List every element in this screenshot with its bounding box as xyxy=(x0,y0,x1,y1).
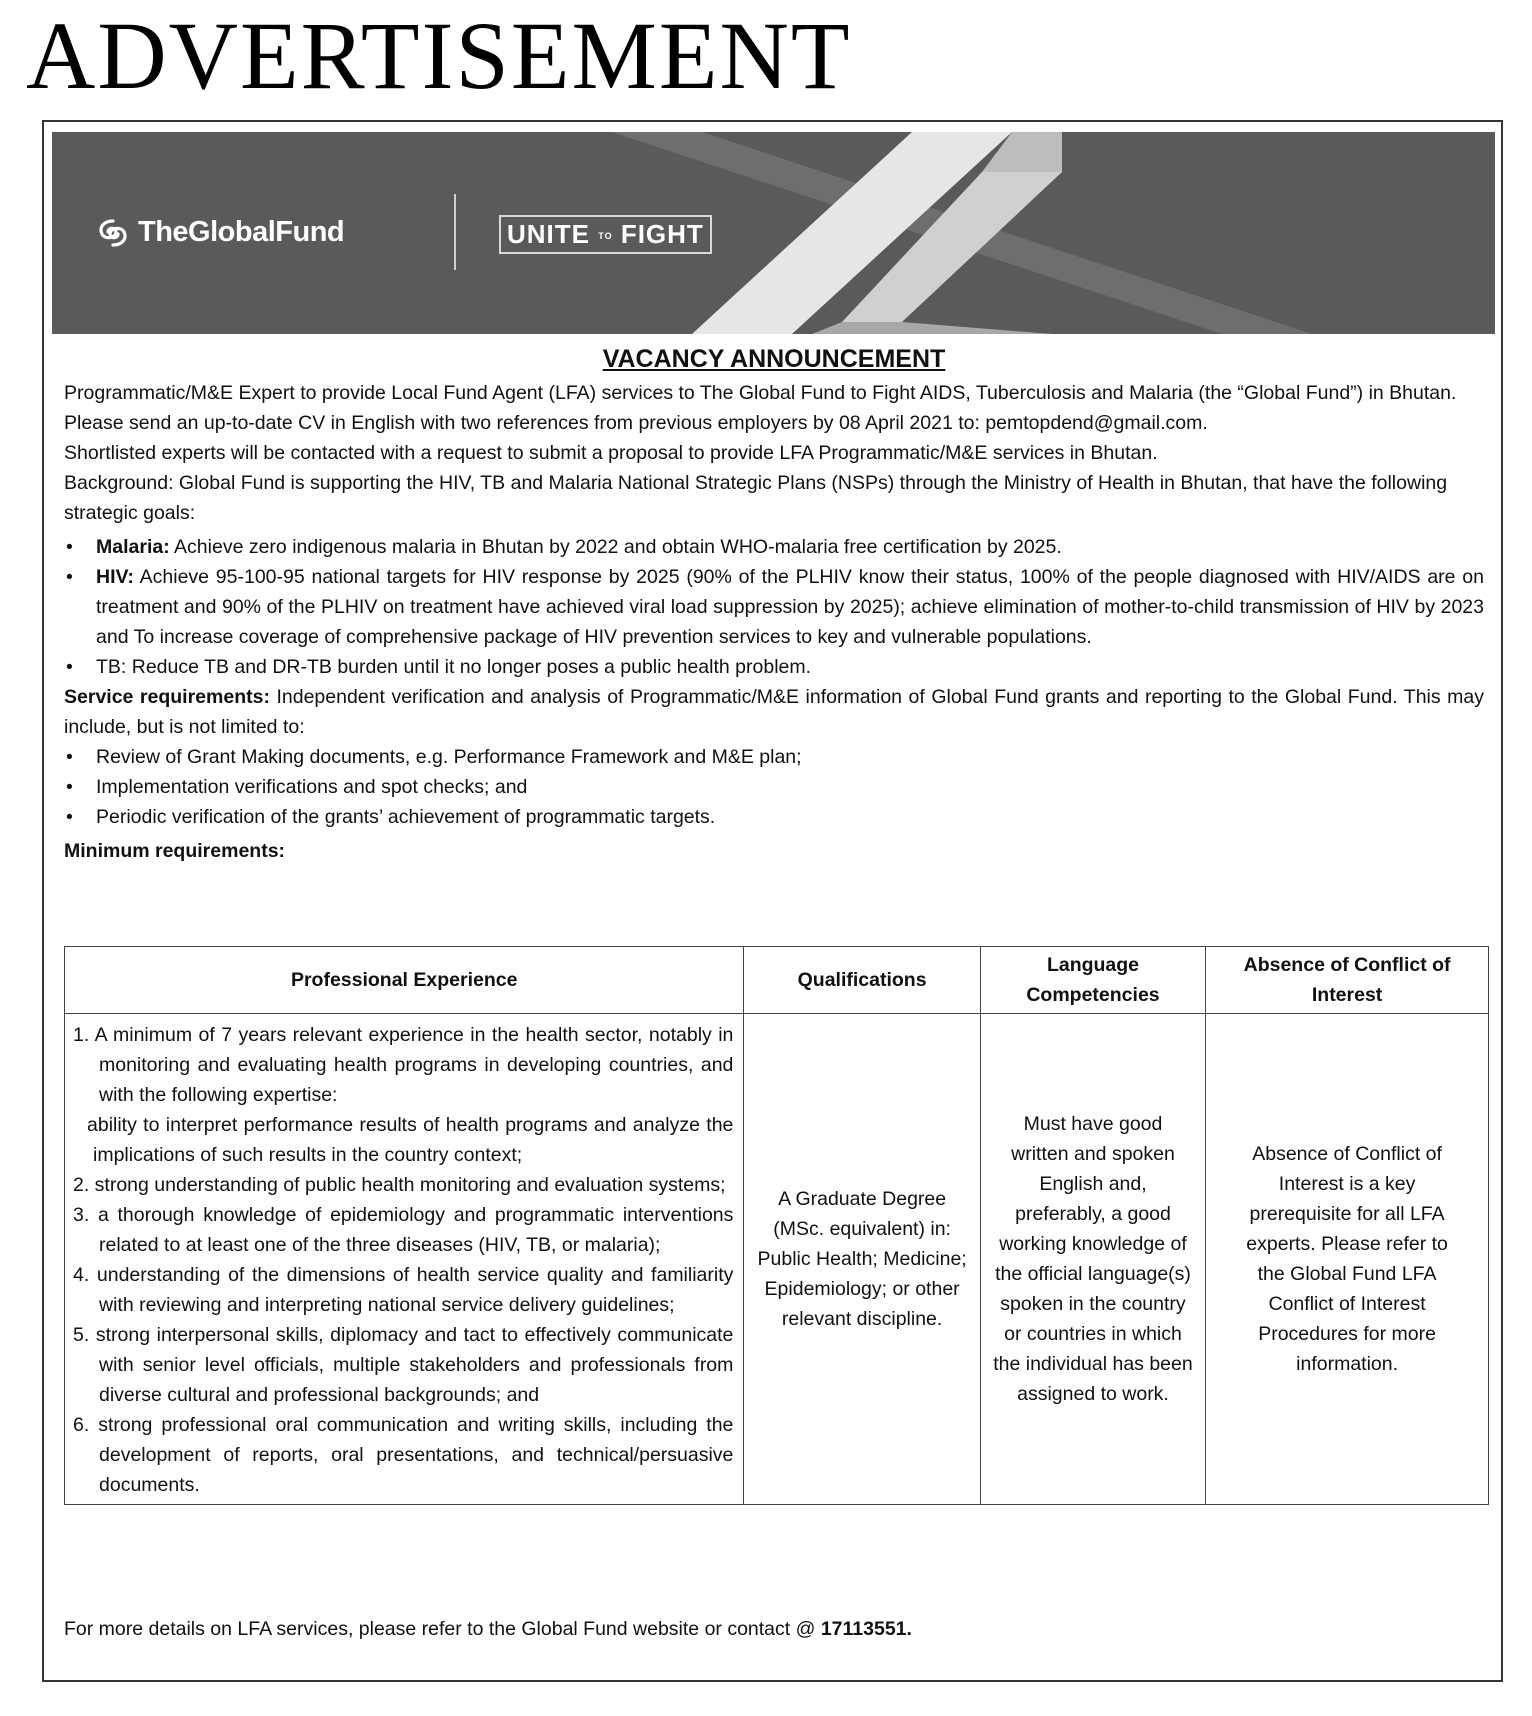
table-row xyxy=(65,1014,1489,1505)
footer-text: For more details on LFA services, please refer to the Global Fund website or contact @ xyxy=(64,1618,821,1640)
campaign-right-text: FIGHT xyxy=(620,219,704,249)
goal-label: HIV: xyxy=(96,566,134,588)
contact-phone: 17113551. xyxy=(820,1618,912,1640)
conflict-cell: Absence of Conflict of Interest is a key prerequisite for all LFA experts. Please refer to the Global Fund LFA Conflict of Interest Procedures for more information. xyxy=(1206,1014,1489,1505)
service-items-list xyxy=(64,742,1484,832)
goal-label: Malaria: xyxy=(96,536,170,558)
announcement-body xyxy=(64,342,1484,866)
list-item: 2. strong understanding of public health monitoring and evaluation systems; xyxy=(73,1174,726,1196)
campaign-mid-text: TO xyxy=(598,231,613,242)
global-fund-logo xyxy=(96,216,344,249)
list-item: 4. understanding of the dimensions of health service quality and familiarity with reviewing and interpreting national service delivery guidelines; xyxy=(73,1264,734,1316)
goal-text: TB: Reduce TB and DR-TB burden until it no longer poses a public health problem. xyxy=(96,656,812,678)
unite-to-fight-logo xyxy=(499,215,712,254)
intro-paragraph: Programmatic/M&E Expert to provide Local Fund Agent (LFA) services to The Global Fund to Fight AIDS, Tuberculosis and Malaria (the “Global Fund”) in Bhutan. xyxy=(64,382,1457,404)
logo-text: TheGlobalFund xyxy=(138,216,345,248)
goal-tb xyxy=(94,652,1484,682)
header-qualifications: Qualifications xyxy=(744,947,980,1014)
list-item: ability to interpret performance results of health programs and analyze the implications of such results in the country context; xyxy=(87,1114,734,1166)
goal-text: Achieve 95-100-95 national targets for HIV response by 2025 (90% of the PLHIV know their status, 100% of the people diagnosed with HIV/AIDS are on treatment and 90% of the PLHIV on treatment have achieved viral load suppression by 2025); achieve elimination of mother-to-child transmission of HIV by 2023 and To increase coverage of comprehensive package of HIV prevention services to key and vulnerable populations. xyxy=(96,566,1484,648)
advertisement-heading: ADVERTISEMENT xyxy=(26,2,852,109)
list-item: 5. strong interpersonal skills, diplomacy and tact to effectively communicate with senior level officials, multiple stakeholders and professionals from diverse cultural and professional backgrounds; and xyxy=(73,1324,734,1406)
header-language-competencies: Language Competencies xyxy=(980,947,1205,1014)
list-item: 1. A minimum of 7 years relevant experience in the health sector, notably in monitoring and evaluating health programs in developing countries, and with the following expertise: xyxy=(73,1024,734,1106)
goal-malaria xyxy=(94,532,1484,562)
list-item: 3. a thorough knowledge of epidemiology and programmatic interventions related to at least one of the three diseases (HIV, TB, or malaria); xyxy=(73,1204,734,1256)
global-fund-swirl-icon xyxy=(96,218,130,248)
banner-divider xyxy=(454,194,456,270)
service-item: • Review of Grant Making documents, e.g. Performance Framework and M&E plan; xyxy=(94,742,1484,772)
background-paragraph: Background: Global Fund is supporting the HIV, TB and Malaria National Strategic Plans (NSPs) through the Ministry of Health in Bhutan, that have the following strategic goals: xyxy=(64,472,1448,524)
strategic-goals-list xyxy=(64,532,1484,682)
header-professional-experience: Professional Experience xyxy=(65,947,744,1014)
goal-text: Achieve zero indigenous malaria in Bhutan by 2022 and obtain WHO-malaria free certification by 2025. xyxy=(169,536,1062,558)
experience-cell xyxy=(65,1014,744,1505)
service-label: Service requirements: xyxy=(64,686,270,708)
experience-list xyxy=(73,1020,733,1500)
requirements-table xyxy=(64,946,1489,1505)
footer-note xyxy=(64,1618,912,1641)
service-item: • Implementation verifications and spot checks; and xyxy=(94,772,1484,802)
table-header-row xyxy=(65,947,1489,1014)
shortlist-note: Shortlisted experts will be contacted with a request to submit a proposal to provide LFA Programmatic/M&E services in Bhutan. xyxy=(64,442,1158,464)
header-conflict-of-interest: Absence of Conflict of Interest xyxy=(1206,947,1489,1014)
service-item: • Periodic verification of the grants’ achievement of programmatic targets. xyxy=(94,802,1484,832)
advertisement-frame xyxy=(42,120,1503,1682)
qualifications-cell: A Graduate Degree (MSc. equivalent) in: Public Health; Medicine; Epidemiology; or other relevant discipline. xyxy=(744,1014,980,1505)
cv-instructions: Please send an up-to-date CV in English with two references from previous employers by 08 April 2021 to: pemtopdend@gmail.com. xyxy=(64,412,1208,434)
global-fund-banner xyxy=(52,132,1495,334)
language-cell: Must have good written and spoken English and, preferably, a good working knowledge of the official language(s) spoken in the country or countries in which the individual has been assigned to work. xyxy=(980,1014,1205,1505)
campaign-left-text: UNITE xyxy=(507,219,590,249)
goal-hiv xyxy=(94,562,1484,652)
minimum-requirements-label: Minimum requirements: xyxy=(64,840,286,862)
vacancy-title: VACANCY ANNOUNCEMENT xyxy=(602,345,946,373)
list-item: 6. strong professional oral communication and writing skills, including the development of reports, oral presentations, and technical/persuasive documents. xyxy=(73,1414,734,1496)
service-requirements xyxy=(64,682,1484,742)
service-text: Independent verification and analysis of Programmatic/M&E information of Global Fund grants and reporting to the Global Fund. This may include, but is not limited to: xyxy=(64,686,1484,738)
